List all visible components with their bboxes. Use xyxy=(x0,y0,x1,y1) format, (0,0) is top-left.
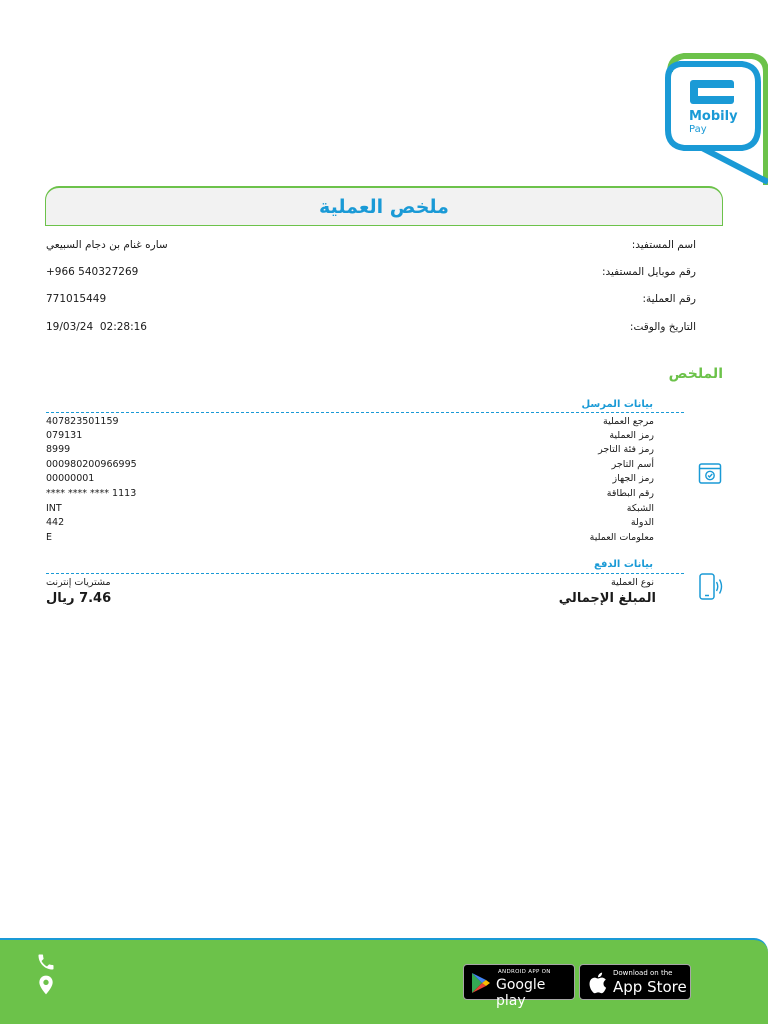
table-row xyxy=(46,517,654,531)
divider xyxy=(46,573,684,574)
row-label: مرجع العملية xyxy=(603,416,654,427)
table-row xyxy=(46,444,654,458)
info-label: رقم موبايل المستفيد: xyxy=(601,266,696,278)
payment-type-row xyxy=(46,577,654,591)
payment-section-title: بيانات الدفع xyxy=(594,559,653,570)
row-value: 442 xyxy=(46,517,65,528)
table-row xyxy=(46,532,654,546)
row-label: أسم التاجر xyxy=(611,459,654,470)
summary-section-title: الملخص xyxy=(668,366,723,382)
total-value: 7.46 ريال xyxy=(46,591,112,606)
row-label: نوع العملية xyxy=(611,577,654,588)
row-value: 000980200966995 xyxy=(46,459,137,470)
table-row xyxy=(46,473,654,487)
row-label: رمز فئة التاجر xyxy=(598,444,654,455)
row-label: الشبكة xyxy=(626,503,654,514)
table-row xyxy=(46,430,654,444)
total-row xyxy=(46,591,656,609)
logo-sub: Pay xyxy=(689,124,707,135)
row-value: 8999 xyxy=(46,444,71,455)
google-play-button[interactable] xyxy=(463,964,575,1009)
info-row-mobile xyxy=(46,266,696,282)
row-value: **** **** **** 1113 xyxy=(46,488,137,499)
info-value: +966 540327269 xyxy=(46,266,139,278)
info-label: التاريخ والوقت: xyxy=(629,321,696,333)
row-value: 407823501159 xyxy=(46,416,119,427)
phone-icon[interactable] xyxy=(36,952,56,972)
row-value: E xyxy=(46,532,53,543)
table-row xyxy=(46,503,654,517)
sender-section-title: بيانات المرسل xyxy=(581,399,653,410)
row-label: رقم البطاقة xyxy=(606,488,654,499)
info-row-beneficiary xyxy=(46,239,696,255)
google-play-icon xyxy=(471,972,491,994)
total-label: المبلغ الإجمالي xyxy=(558,591,656,606)
google-play-small-text: ANDROID APP ON xyxy=(498,969,551,975)
info-value: 771015449 xyxy=(46,293,107,305)
info-row-datetime xyxy=(46,321,696,337)
page-title: ملخص العملية xyxy=(319,195,449,218)
table-row xyxy=(46,416,654,430)
app-store-small-text: Download on the xyxy=(613,969,673,977)
table-row xyxy=(46,488,654,502)
info-value: ساره غنام بن دجام السبيعي xyxy=(46,239,168,251)
row-label: معلومات العملية xyxy=(589,532,654,543)
app-store-big-text: App Store xyxy=(613,978,687,996)
app-store-button[interactable] xyxy=(579,964,691,1000)
row-label: الدولة xyxy=(630,517,654,528)
row-value: INT xyxy=(46,503,62,514)
row-value: 079131 xyxy=(46,430,83,441)
info-value: 19/03/24 02:28:16 xyxy=(46,321,147,333)
card-check-icon xyxy=(698,462,722,486)
summary-header xyxy=(45,186,723,226)
divider xyxy=(46,412,684,413)
logo-brand: Mobily xyxy=(689,109,738,124)
row-value: مشتريات إنترنت xyxy=(46,577,111,588)
info-label: رقم العملية: xyxy=(642,293,696,305)
apple-icon xyxy=(587,971,607,995)
table-row xyxy=(46,459,654,473)
mobile-payment-icon xyxy=(698,572,724,602)
location-pin-icon[interactable] xyxy=(38,975,54,995)
google-play-big-text: Google play xyxy=(496,977,546,1009)
row-label: رمز الجهاز xyxy=(612,473,654,484)
row-value: 00000001 xyxy=(46,473,95,484)
info-label: اسم المستفيد: xyxy=(631,239,696,251)
info-row-transaction-number xyxy=(46,293,696,309)
row-label: رمز العملية xyxy=(609,430,654,441)
